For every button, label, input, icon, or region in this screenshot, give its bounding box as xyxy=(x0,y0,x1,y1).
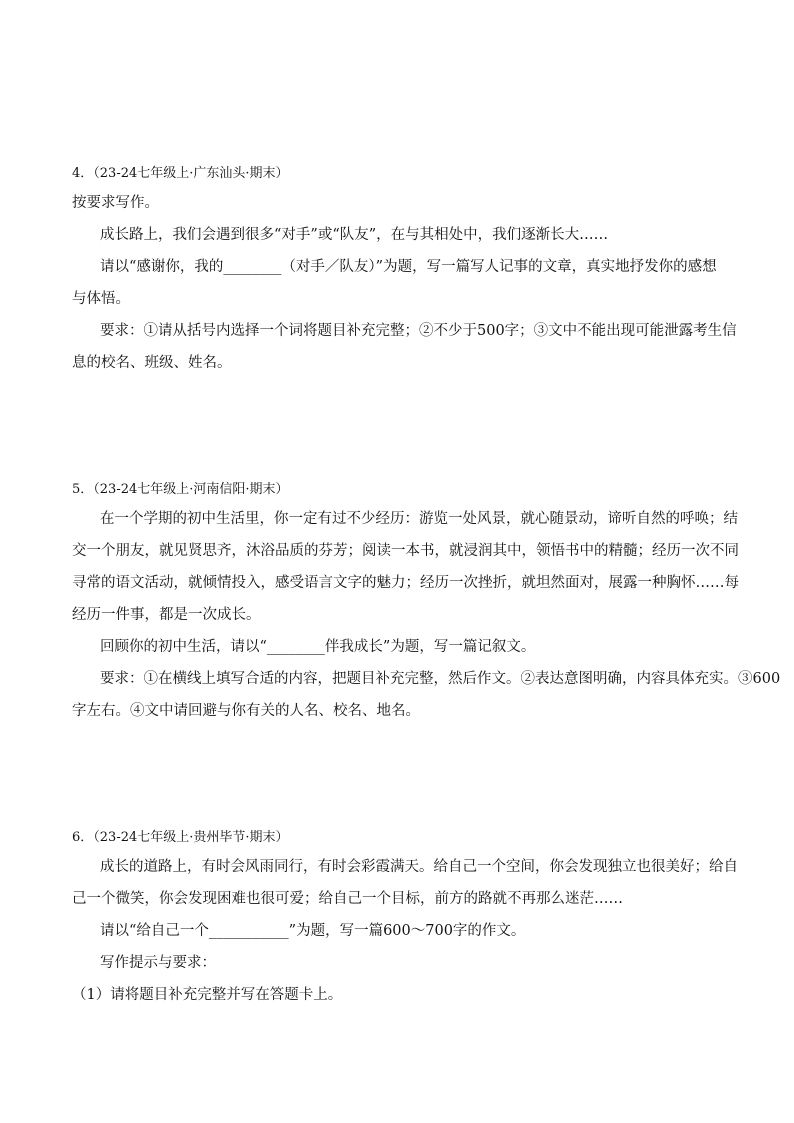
question-header: 5．（23-24七年级上·河南信阳·期末） xyxy=(72,482,289,497)
question-6 xyxy=(72,825,738,1011)
prompt-line: 在一个学期的初中生活里，你一定有过不少经历：游览一处风景，就心随景动，谛听自然的呼唤；结 xyxy=(100,511,738,527)
document-page xyxy=(72,161,781,1011)
requirements-heading: 写作提示与要求： xyxy=(100,955,216,971)
prompt-line: 与体悟。 xyxy=(72,291,130,307)
question-header: 6．（23-24七年级上·贵州毕节·期末） xyxy=(72,830,289,845)
spacer xyxy=(72,379,722,477)
prompt-line: 成长的道路上，有时会风雨同行，有时会彩霞满天。给自己一个空间，你会发现独立也很美好；给自 xyxy=(100,859,738,875)
prompt-line: 己一个微笑，你会发现困难也很可爱；给自己一个目标，前方的路就不再那么迷茫…… xyxy=(72,891,623,907)
question-5 xyxy=(72,477,781,727)
prompt-line: 回顾你的初中生活，请以“________伴我成长”为题，写一篇记叙文。 xyxy=(100,639,536,655)
prompt-line: 经历一件事，都是一次成长。 xyxy=(72,607,261,623)
requirements-line: 要求：①请从括号内选择一个词将题目补充完整；②不少于500字；③文中不能出现可能泄露考生信 xyxy=(100,323,737,339)
requirements-line: （1）请将题目补充完整并写在答题卡上。 xyxy=(72,987,343,1003)
requirements-line: 要求：①在横线上填写合适的内容，把题目补充完整，然后作文。②表达意图明确，内容具体充实。③600 xyxy=(100,671,781,687)
prompt-line: 交一个朋友，就见贤思齐，沐浴品质的芬芳；阅读一本书，就浸润其中，领悟书中的精髓；经历一次不同 xyxy=(72,543,739,559)
question-4 xyxy=(72,161,737,379)
prompt-line: 按要求写作。 xyxy=(72,195,159,211)
requirements-line: 息的校名、班级、姓名。 xyxy=(72,355,232,371)
spacer xyxy=(72,727,722,825)
prompt-line: 成长路上，我们会遇到很多“对手”或“队友”，在与其相处中，我们逐渐长大…… xyxy=(100,227,609,243)
prompt-line: 寻常的语文活动，就倾情投入，感受语言文字的魅力；经历一次挫折，就坦然面对，展露一种胸怀……每 xyxy=(72,575,739,591)
requirements-line: 字左右。④文中请回避与你有关的人名、校名、地名。 xyxy=(72,703,420,719)
prompt-line: 请以“感谢你，我的________（对手／队友）”为题，写一篇写人记事的文章，真实地抒发你的感想 xyxy=(100,259,717,275)
prompt-line: 请以“给自己一个___________”为题，写一篇600～700字的作文。 xyxy=(100,923,526,939)
question-header: 4．（23-24七年级上·广东汕头·期末） xyxy=(72,166,289,181)
